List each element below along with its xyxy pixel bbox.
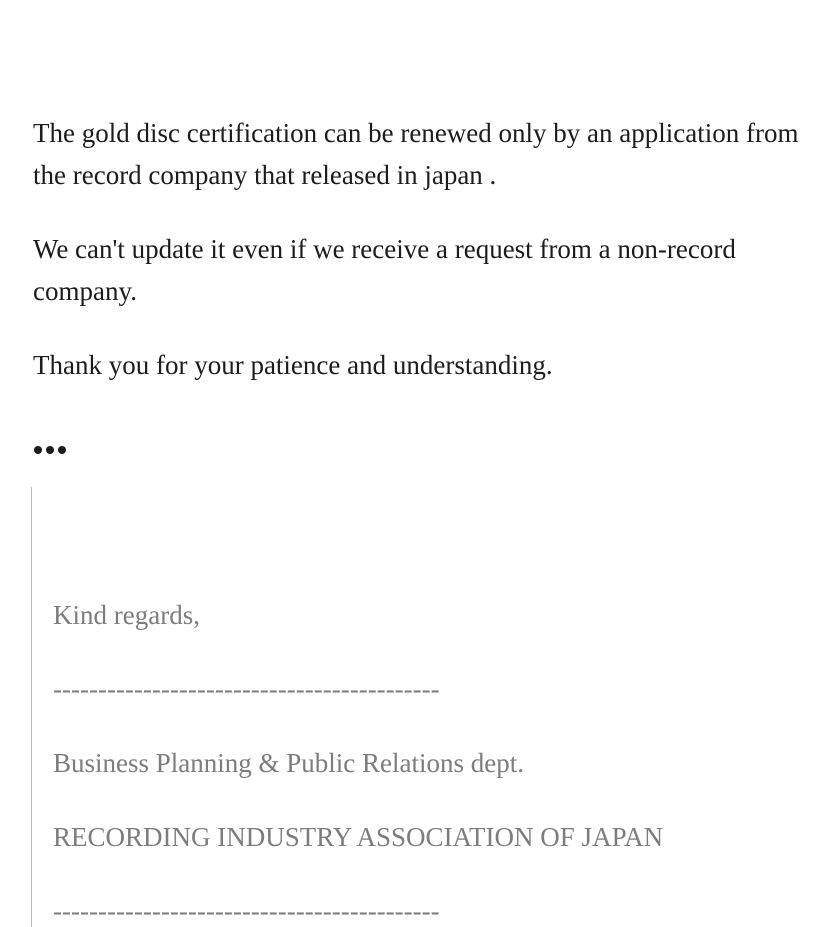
signature-separator: ------------------------------------------- <box>53 896 440 926</box>
show-quoted-text-button[interactable] <box>34 436 74 464</box>
message-paragraph: We can't update it even if we receive a request from a non-record company. <box>33 234 736 306</box>
signature-department: Business Planning & Public Relations dept. <box>53 748 524 778</box>
signature-organization: RECORDING INDUSTRY ASSOCIATION OF JAPAN <box>53 822 664 852</box>
signature-separator: ------------------------------------------- <box>53 674 440 704</box>
message-paragraph: The gold disc certification can be renewed only by an application from the record company that released in japan . <box>33 118 799 190</box>
message-paragraph: Thank you for your patience and understanding. <box>33 350 553 380</box>
ellipsis-icon <box>34 446 42 454</box>
email-message-body <box>33 112 803 418</box>
signature-greeting: Kind regards, <box>53 600 200 630</box>
ellipsis-icon <box>46 446 54 454</box>
ellipsis-icon <box>58 446 66 454</box>
quoted-signature-block <box>31 487 811 927</box>
